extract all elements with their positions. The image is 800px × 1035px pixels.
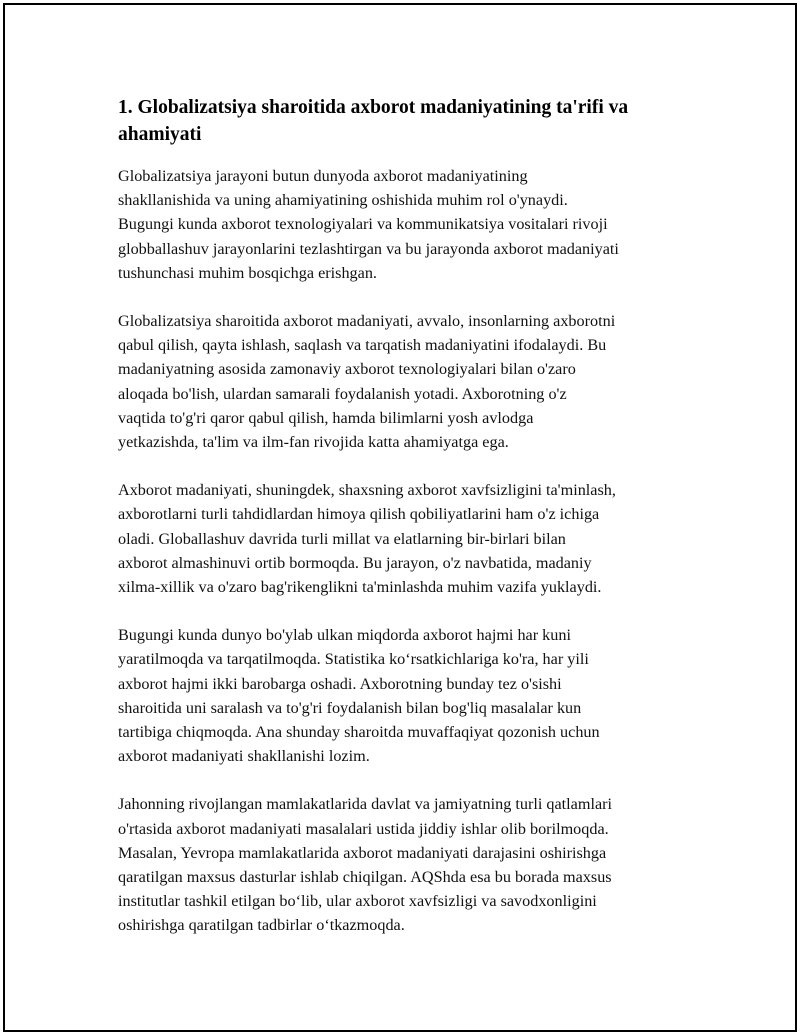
paragraph-1: Globalizatsiya jarayoni butun dunyoda axborot madaniyatining shakllanishida va uning ahamiyatining oshishida muhim rol o'ynaydi. Bugungi kunda axborot texnologiyalari va kommunikatsiya vositalari rivoji globballashuv jarayonlarini tezlashtirgan va bu jarayonda axborot madaniyati tushunchasi muhim bosqichga erishgan. xyxy=(118,167,619,282)
paragraph-3: Axborot madaniyati, shuningdek, shaxsning axborot xavfsizligini ta'minlash, axborotlarni turli tahdidlardan himoya qilish qobiliyatlarini ham o'z ichiga oladi. Globallashuv davrida turli millat va elatlarning bir-birlari bilan axborot almashinuvi ortib bormoqda. Bu jarayon, o'z navbatida, madaniy xilma-xillik va o'zaro bag'rikenglikni ta'minlashda muhim vazifa yuklaydi. xyxy=(118,481,616,597)
paragraph-4: Bugungi kunda dunyo bo'ylab ulkan miqdorda axborot hajmi har kuni yaratilmoqda va tarqatilmoqda. Statistika ko‘rsatkichlariga ko'ra, har yili axborot hajmi ikki barobarga oshadi. Axborotning bunday tez o'sishi sharoitida uni saralash va to'g'ri foydalanish bilan bog'liq masalalar kun tartibiga chiqmoqda. Ana shunday sharoitda muvaffaqiyat qozonish uchun axborot madaniyati shakllanishi lozim. xyxy=(118,626,600,766)
paragraph-2: Globalizatsiya sharoitida axborot madaniyati, avvalo, insonlarning axborotni qabul qilish, qayta ishlash, saqlash va tarqatish madaniyatini ifodalaydi. Bu madaniyatning asosida zamonaviy axborot texnologiyalari bilan o'zaro aloqada bo'lish, ulardan samarali foydalanish yotadi. Axborotning o'z vaqtida to'g'ri qaror qabul qilish, hamda bilimlarni yosh avlodga yetkazishda, ta'lim va ilm-fan rivojida katta ahamiyatga ega. xyxy=(118,312,616,452)
document-body xyxy=(118,94,698,962)
paragraph-5: Jahonning rivojlangan mamlakatlarida davlat va jamiyatning turli qatlamlari o'rtasida axborot madaniyati masalalari ustida jiddiy ishlar olib borilmoqda. Masalan, Yevropa mamlakatlarida axborot madaniyati darajasini oshirishga qaratilgan maxsus dasturlar ishlab chiqilgan. AQShda esa bu borada maxsus institutlar tashkil etilgan bo‘lib, ular axborot xavfsizligi va savodxonligini oshirishga qaratilgan tadbirlar o‘tkazmoqda. xyxy=(118,795,613,935)
section-heading: 1. Globalizatsiya sharoitida axborot madaniyatining ta'rifi va ahamiyati xyxy=(118,97,629,145)
